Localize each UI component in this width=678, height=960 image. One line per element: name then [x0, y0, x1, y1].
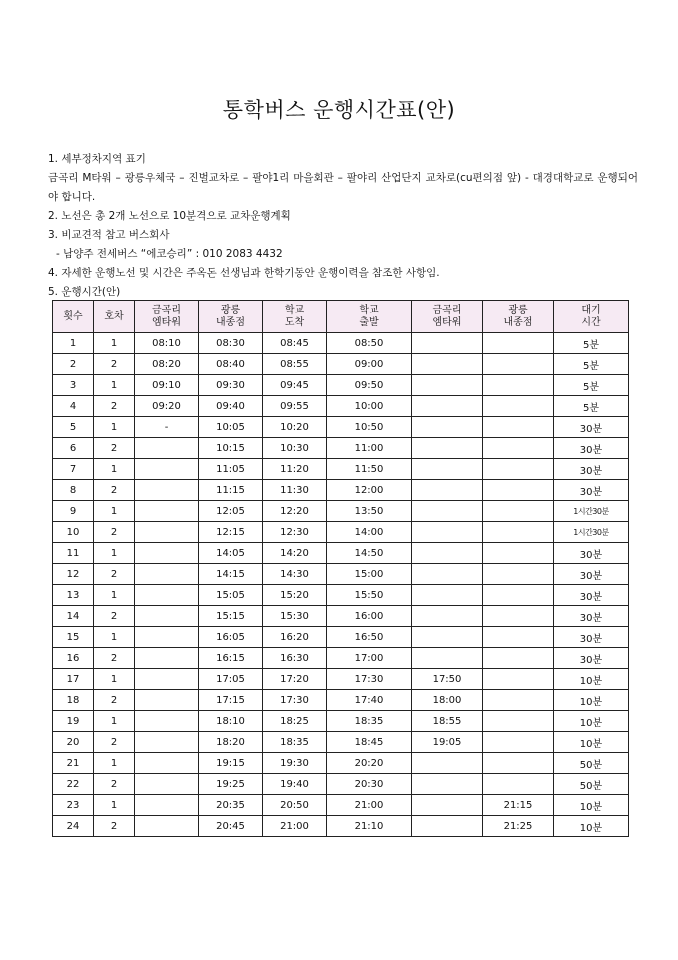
cell-wait-time: 10분: [554, 669, 629, 690]
cell-school-arrive: 18:25: [263, 711, 327, 732]
cell-count: 5: [53, 417, 94, 438]
note-5: 5. 운행시간(안): [48, 286, 121, 298]
cell-gwangneung-terminal: 10:15: [199, 438, 263, 459]
cell-school-depart: 16:00: [327, 606, 412, 627]
cell-geumgok-mtower: [135, 606, 199, 627]
cell-wait-time: 50분: [554, 753, 629, 774]
cell-gwangneung-terminal-2: [483, 438, 554, 459]
cell-gwangneung-terminal-2: [483, 669, 554, 690]
cell-geumgok-mtower: [135, 669, 199, 690]
cell-count: 19: [53, 711, 94, 732]
cell-school-depart: 09:50: [327, 375, 412, 396]
cell-gwangneung-terminal-2: [483, 480, 554, 501]
cell-car: 1: [94, 669, 135, 690]
table-header-row: [53, 301, 629, 333]
cell-gwangneung-terminal-2: [483, 606, 554, 627]
cell-gwangneung-terminal: 09:30: [199, 375, 263, 396]
cell-school-arrive: 21:00: [263, 816, 327, 837]
cell-geumgok-mtower-2: [412, 543, 483, 564]
table-row: [53, 333, 629, 354]
cell-geumgok-mtower: [135, 795, 199, 816]
note-4: 4. 자세한 운행노선 및 시간은 주옥돈 선생님과 한학기동안 운행이력을 참조한 사항임.: [48, 267, 440, 279]
cell-car: 2: [94, 564, 135, 585]
cell-gwangneung-terminal-2: [483, 627, 554, 648]
table-row: [53, 417, 629, 438]
cell-wait-time: 5분: [554, 333, 629, 354]
cell-gwangneung-terminal-2: [483, 522, 554, 543]
cell-school-depart: 17:30: [327, 669, 412, 690]
cell-count: 22: [53, 774, 94, 795]
header-line-1: 학교: [284, 304, 305, 316]
cell-count: 14: [53, 606, 94, 627]
cell-school-arrive: 15:30: [263, 606, 327, 627]
cell-school-arrive: 16:30: [263, 648, 327, 669]
cell-car: 1: [94, 585, 135, 606]
cell-geumgok-mtower: [135, 711, 199, 732]
document-title: 통학버스 운행시간표(안): [222, 98, 456, 122]
cell-count: 21: [53, 753, 94, 774]
cell-gwangneung-terminal: 12:05: [199, 501, 263, 522]
cell-school-arrive: 12:30: [263, 522, 327, 543]
cell-school-depart: 16:50: [327, 627, 412, 648]
cell-gwangneung-terminal: 19:25: [199, 774, 263, 795]
cell-school-depart: 15:00: [327, 564, 412, 585]
cell-school-arrive: 08:45: [263, 333, 327, 354]
cell-gwangneung-terminal-2: [483, 333, 554, 354]
column-header-school-depart: [327, 301, 412, 333]
cell-count: 1: [53, 333, 94, 354]
header-line-2: 출발: [359, 316, 379, 328]
header-line-2: 내종점: [503, 316, 533, 328]
cell-gwangneung-terminal-2: [483, 753, 554, 774]
header-line-1: 금곡리: [152, 304, 181, 316]
table-row: [53, 627, 629, 648]
header-line-1: 광릉: [220, 304, 241, 316]
cell-school-arrive: 19:30: [263, 753, 327, 774]
cell-wait-time: 5분: [554, 354, 629, 375]
cell-geumgok-mtower-2: [412, 459, 483, 480]
cell-gwangneung-terminal: 10:05: [199, 417, 263, 438]
cell-geumgok-mtower-2: [412, 774, 483, 795]
cell-car: 2: [94, 438, 135, 459]
cell-geumgok-mtower: [135, 438, 199, 459]
cell-wait-time: 30분: [554, 627, 629, 648]
cell-gwangneung-terminal-2: 21:25: [483, 816, 554, 837]
note-2: 2. 노선은 총 2개 노선으로 10분격으로 교차운행계획: [48, 210, 291, 222]
cell-count: 11: [53, 543, 94, 564]
cell-geumgok-mtower: 08:10: [135, 333, 199, 354]
cell-car: 2: [94, 396, 135, 417]
cell-geumgok-mtower: [135, 774, 199, 795]
table-row: [53, 585, 629, 606]
cell-school-depart: 11:00: [327, 438, 412, 459]
cell-car: 1: [94, 543, 135, 564]
table-row: [53, 480, 629, 501]
cell-geumgok-mtower: [135, 585, 199, 606]
cell-car: 2: [94, 816, 135, 837]
column-header-wait-time: [554, 301, 629, 333]
table-row: [53, 669, 629, 690]
cell-school-depart: 17:40: [327, 690, 412, 711]
cell-geumgok-mtower-2: [412, 627, 483, 648]
table-row: [53, 501, 629, 522]
cell-school-depart: 21:00: [327, 795, 412, 816]
cell-geumgok-mtower: [135, 501, 199, 522]
cell-school-depart: 10:50: [327, 417, 412, 438]
cell-geumgok-mtower: [135, 522, 199, 543]
cell-gwangneung-terminal: 12:15: [199, 522, 263, 543]
table-row: [53, 354, 629, 375]
cell-wait-time: 10분: [554, 711, 629, 732]
table-row: [53, 753, 629, 774]
cell-wait-time: 30분: [554, 564, 629, 585]
cell-geumgok-mtower-2: [412, 606, 483, 627]
cell-gwangneung-terminal-2: [483, 585, 554, 606]
header-line-2: 내종점: [216, 316, 245, 328]
cell-wait-time: 10분: [554, 795, 629, 816]
cell-geumgok-mtower-2: [412, 564, 483, 585]
cell-count: 7: [53, 459, 94, 480]
cell-school-arrive: 11:30: [263, 480, 327, 501]
cell-car: 2: [94, 732, 135, 753]
cell-geumgok-mtower-2: [412, 522, 483, 543]
cell-wait-time: 30분: [554, 648, 629, 669]
cell-car: 2: [94, 606, 135, 627]
cell-car: 1: [94, 333, 135, 354]
cell-school-depart: 13:50: [327, 501, 412, 522]
cell-school-arrive: 10:20: [263, 417, 327, 438]
cell-school-arrive: 10:30: [263, 438, 327, 459]
cell-school-depart: 20:20: [327, 753, 412, 774]
note-3-company: - 남양주 전세버스 “에코승리” : 010 2083 4432: [56, 248, 283, 260]
cell-school-arrive: 14:20: [263, 543, 327, 564]
cell-geumgok-mtower-2: 19:05: [412, 732, 483, 753]
table-row: [53, 606, 629, 627]
cell-car: 1: [94, 375, 135, 396]
cell-wait-time: 30분: [554, 585, 629, 606]
cell-geumgok-mtower-2: [412, 480, 483, 501]
cell-gwangneung-terminal: 11:15: [199, 480, 263, 501]
table-row: [53, 543, 629, 564]
table-row: [53, 564, 629, 585]
cell-school-depart: 18:45: [327, 732, 412, 753]
cell-gwangneung-terminal: 08:30: [199, 333, 263, 354]
cell-geumgok-mtower: [135, 564, 199, 585]
cell-geumgok-mtower: [135, 648, 199, 669]
header-line-1: 광릉: [508, 304, 528, 316]
cell-gwangneung-terminal-2: [483, 417, 554, 438]
header-line-1: 학교: [359, 304, 379, 316]
cell-school-depart: 14:50: [327, 543, 412, 564]
cell-geumgok-mtower-2: 18:55: [412, 711, 483, 732]
cell-geumgok-mtower-2: [412, 795, 483, 816]
cell-school-arrive: 20:50: [263, 795, 327, 816]
cell-car: 1: [94, 711, 135, 732]
table-row: [53, 396, 629, 417]
cell-wait-time: 10분: [554, 732, 629, 753]
header-line-2: 시간: [581, 316, 601, 328]
cell-school-depart: 08:50: [327, 333, 412, 354]
cell-school-depart: 20:30: [327, 774, 412, 795]
cell-car: 2: [94, 774, 135, 795]
cell-geumgok-mtower-2: [412, 438, 483, 459]
cell-count: 12: [53, 564, 94, 585]
cell-wait-time: 30분: [554, 459, 629, 480]
header-line-1: 대기: [581, 304, 601, 316]
note-1-heading: 1. 세부정차지역 표기: [48, 153, 146, 165]
table-row: [53, 648, 629, 669]
header-line-1: 금곡리: [432, 304, 462, 316]
cell-wait-time: 30분: [554, 543, 629, 564]
cell-school-arrive: 14:30: [263, 564, 327, 585]
cell-geumgok-mtower-2: [412, 585, 483, 606]
cell-geumgok-mtower-2: [412, 753, 483, 774]
cell-school-arrive: 09:45: [263, 375, 327, 396]
cell-count: 15: [53, 627, 94, 648]
cell-gwangneung-terminal: 14:05: [199, 543, 263, 564]
table-row: [53, 375, 629, 396]
cell-geumgok-mtower: [135, 816, 199, 837]
cell-geumgok-mtower-2: [412, 354, 483, 375]
cell-geumgok-mtower-2: [412, 417, 483, 438]
cell-wait-time: 1시간30분: [554, 522, 629, 543]
header-line-2: 엠타워: [432, 316, 462, 328]
cell-school-depart: 15:50: [327, 585, 412, 606]
cell-car: 1: [94, 627, 135, 648]
cell-car: 2: [94, 354, 135, 375]
note-1-route: 금곡리 M타워 – 광릉우체국 – 진벌교차로 – 팔야1리 마을회관 – 팔야리 산업단지 교차로(cu편의점 앞) - 대경대학교로 운행되어야 합니다.: [48, 172, 638, 203]
cell-gwangneung-terminal: 17:15: [199, 690, 263, 711]
cell-wait-time: 30분: [554, 480, 629, 501]
cell-count: 4: [53, 396, 94, 417]
cell-gwangneung-terminal-2: [483, 732, 554, 753]
cell-geumgok-mtower: [135, 480, 199, 501]
cell-gwangneung-terminal-2: [483, 711, 554, 732]
cell-geumgok-mtower: [135, 459, 199, 480]
cell-gwangneung-terminal: 15:15: [199, 606, 263, 627]
cell-gwangneung-terminal-2: [483, 774, 554, 795]
cell-gwangneung-terminal-2: 21:15: [483, 795, 554, 816]
cell-wait-time: 50분: [554, 774, 629, 795]
cell-geumgok-mtower: [135, 543, 199, 564]
cell-school-arrive: 19:40: [263, 774, 327, 795]
cell-school-depart: 12:00: [327, 480, 412, 501]
cell-gwangneung-terminal-2: [483, 375, 554, 396]
column-header-geumgok-mtower: [135, 301, 199, 333]
cell-gwangneung-terminal: 14:15: [199, 564, 263, 585]
cell-count: 9: [53, 501, 94, 522]
cell-school-arrive: 18:35: [263, 732, 327, 753]
cell-count: 24: [53, 816, 94, 837]
cell-gwangneung-terminal: 11:05: [199, 459, 263, 480]
cell-car: 1: [94, 459, 135, 480]
cell-gwangneung-terminal: 18:10: [199, 711, 263, 732]
cell-gwangneung-terminal: 17:05: [199, 669, 263, 690]
column-header-count: [53, 301, 94, 333]
table-row: [53, 732, 629, 753]
cell-wait-time: 30분: [554, 417, 629, 438]
cell-school-arrive: 11:20: [263, 459, 327, 480]
cell-gwangneung-terminal: 09:40: [199, 396, 263, 417]
cell-school-depart: 11:50: [327, 459, 412, 480]
cell-geumgok-mtower-2: [412, 375, 483, 396]
header-line-1: 횟수: [63, 310, 83, 322]
cell-car: 1: [94, 795, 135, 816]
cell-geumgok-mtower: [135, 627, 199, 648]
cell-geumgok-mtower: [135, 732, 199, 753]
cell-school-arrive: 09:55: [263, 396, 327, 417]
cell-school-arrive: 16:20: [263, 627, 327, 648]
cell-school-arrive: 17:20: [263, 669, 327, 690]
cell-geumgok-mtower: -: [135, 417, 199, 438]
table-row: [53, 438, 629, 459]
cell-count: 3: [53, 375, 94, 396]
cell-car: 2: [94, 690, 135, 711]
cell-geumgok-mtower: [135, 753, 199, 774]
cell-gwangneung-terminal-2: [483, 396, 554, 417]
cell-count: 6: [53, 438, 94, 459]
cell-gwangneung-terminal: 20:45: [199, 816, 263, 837]
cell-gwangneung-terminal-2: [483, 648, 554, 669]
cell-car: 2: [94, 648, 135, 669]
cell-school-depart: 21:10: [327, 816, 412, 837]
cell-wait-time: 30분: [554, 606, 629, 627]
cell-wait-time: 10분: [554, 816, 629, 837]
cell-geumgok-mtower-2: [412, 396, 483, 417]
column-header-school-arrive: [263, 301, 327, 333]
cell-car: 1: [94, 501, 135, 522]
cell-count: 2: [53, 354, 94, 375]
cell-gwangneung-terminal-2: [483, 543, 554, 564]
cell-gwangneung-terminal-2: [483, 459, 554, 480]
cell-wait-time: 30분: [554, 438, 629, 459]
cell-school-arrive: 17:30: [263, 690, 327, 711]
cell-count: 8: [53, 480, 94, 501]
cell-wait-time: 1시간30분: [554, 501, 629, 522]
column-header-gwangneung-terminal: [199, 301, 263, 333]
cell-gwangneung-terminal: 16:15: [199, 648, 263, 669]
cell-geumgok-mtower: 08:20: [135, 354, 199, 375]
column-header-car: [94, 301, 135, 333]
cell-school-arrive: 08:55: [263, 354, 327, 375]
header-line-2: 엠타워: [152, 316, 181, 328]
cell-count: 16: [53, 648, 94, 669]
header-line-2: 도착: [284, 316, 305, 328]
cell-gwangneung-terminal: 16:05: [199, 627, 263, 648]
cell-gwangneung-terminal-2: [483, 690, 554, 711]
cell-geumgok-mtower-2: [412, 333, 483, 354]
cell-school-depart: 09:00: [327, 354, 412, 375]
cell-geumgok-mtower-2: [412, 648, 483, 669]
cell-gwangneung-terminal: 19:15: [199, 753, 263, 774]
cell-count: 23: [53, 795, 94, 816]
cell-gwangneung-terminal: 18:20: [199, 732, 263, 753]
table-row: [53, 522, 629, 543]
schedule-table: [52, 300, 629, 837]
cell-gwangneung-terminal-2: [483, 501, 554, 522]
cell-school-arrive: 15:20: [263, 585, 327, 606]
cell-wait-time: 10분: [554, 690, 629, 711]
cell-car: 2: [94, 522, 135, 543]
cell-geumgok-mtower: 09:20: [135, 396, 199, 417]
cell-geumgok-mtower-2: 17:50: [412, 669, 483, 690]
column-header-geumgok-mtower-2: [412, 301, 483, 333]
cell-geumgok-mtower: 09:10: [135, 375, 199, 396]
table-row: [53, 774, 629, 795]
cell-geumgok-mtower-2: 18:00: [412, 690, 483, 711]
column-header-gwangneung-terminal-2: [483, 301, 554, 333]
cell-geumgok-mtower-2: [412, 816, 483, 837]
table-row: [53, 795, 629, 816]
cell-geumgok-mtower-2: [412, 501, 483, 522]
cell-count: 17: [53, 669, 94, 690]
cell-geumgok-mtower: [135, 690, 199, 711]
header-line-1: 호차: [104, 310, 124, 322]
cell-gwangneung-terminal: 08:40: [199, 354, 263, 375]
cell-count: 10: [53, 522, 94, 543]
cell-count: 13: [53, 585, 94, 606]
cell-school-depart: 10:00: [327, 396, 412, 417]
cell-school-depart: 18:35: [327, 711, 412, 732]
cell-wait-time: 5분: [554, 375, 629, 396]
cell-car: 1: [94, 417, 135, 438]
cell-gwangneung-terminal-2: [483, 564, 554, 585]
table-row: [53, 459, 629, 480]
cell-wait-time: 5분: [554, 396, 629, 417]
table-row: [53, 711, 629, 732]
note-3-heading: 3. 비교견적 참고 버스회사: [48, 229, 170, 241]
cell-school-depart: 14:00: [327, 522, 412, 543]
table-row: [53, 816, 629, 837]
table-body: [53, 333, 629, 837]
notes-section: [48, 150, 638, 302]
cell-car: 2: [94, 480, 135, 501]
cell-gwangneung-terminal: 15:05: [199, 585, 263, 606]
cell-gwangneung-terminal: 20:35: [199, 795, 263, 816]
cell-count: 20: [53, 732, 94, 753]
cell-school-depart: 17:00: [327, 648, 412, 669]
cell-gwangneung-terminal-2: [483, 354, 554, 375]
cell-count: 18: [53, 690, 94, 711]
cell-car: 1: [94, 753, 135, 774]
cell-school-arrive: 12:20: [263, 501, 327, 522]
table-row: [53, 690, 629, 711]
